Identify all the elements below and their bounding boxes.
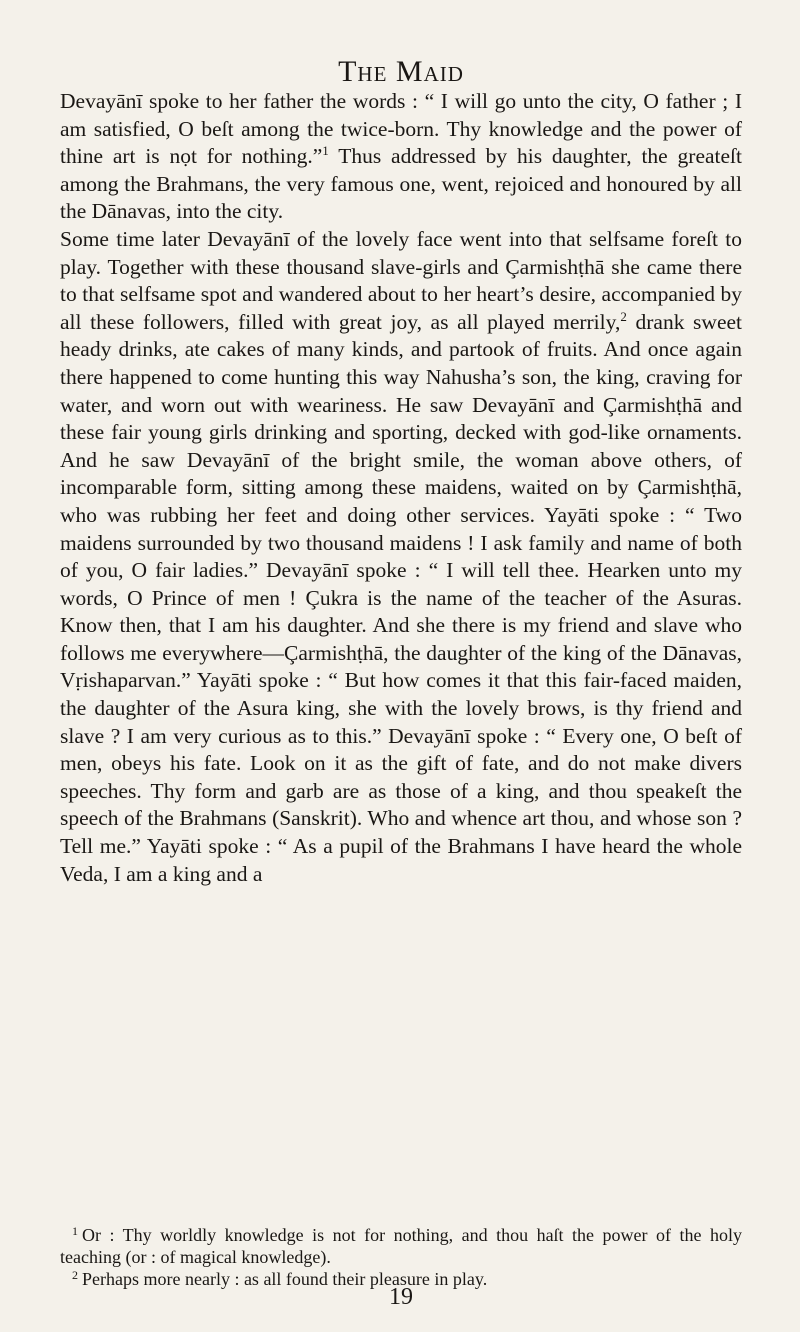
- footnote-text: Perhaps more nearly : as all found their pleasure in play.: [82, 1269, 488, 1289]
- paragraph-text: Thus addressed by his daughter, the greateſt among the Brahmans, the very famous one, went, rejoiced and honoured by all the Dānavas, into the city.: [60, 144, 742, 224]
- footnote-text: Or : Thy worldly knowledge is not for nothing, and thou haſt the power of the holy teaching (or : of magical knowledge).: [60, 1225, 742, 1267]
- footnote-mark: 1: [72, 1224, 78, 1238]
- book-page: [60, 0, 742, 1332]
- paragraph-text: Some time later Devayānī of the lovely face went into that selfsame foreſt to play. Together with these thousand slave-girls and Çarmishṭhā she came there to that selfsame spot and wandered about to her heart’s desire, accompanied by all these followers, filled with great joy, as all played merrily,: [60, 226, 742, 334]
- footnote: [60, 1224, 742, 1268]
- paragraph-text: Devayānī spoke to her father the words : “ I will go unto the city, O father ; I am satisfied, O beſt among the twice-born. Thy knowledge and the power of thine art is nọt for nothing.”: [60, 89, 742, 169]
- footnote-ref: 1: [322, 143, 329, 159]
- footnote-mark: 2: [72, 1268, 78, 1282]
- running-head: The Maid: [338, 55, 464, 88]
- body-text: [60, 88, 742, 888]
- paragraph: [60, 88, 742, 226]
- footnotes: [60, 1224, 742, 1290]
- page-number: 19: [389, 1284, 413, 1310]
- footnote-ref: 2: [620, 308, 627, 324]
- paragraph-text: drank sweet heady drinks, ate cakes of many kinds, and partook of fruits. And once again there happened to come hunting this way Nahusha’s son, the king, craving for water, and worn out with weariness. He saw Devayānī and Çarmishṭhā and these fair young girls drinking and sporting, decked with god-like ornaments. And he saw Devayānī of the bright smile, the woman above others, of incomparable form, sitting among these maidens, waited on by Çarmishṭhā, who was rubbing her feet and doing other services. Yayāti spoke : “ Two maidens surrounded by two thousand maidens ! I ask family and name of both of you, O fair ladies.” Devayānī spoke : “ I will tell thee. Hearken unto my words, O Prince of men ! Çukra is the name of the teacher of the Asuras. Know then, that I am his daughter. And she there is my friend and slave who follows me everywhere—Çarmishṭhā, the daughter of the king of the Dānavas, Vṛishaparvan.” Yayāti spoke : “ But how comes it that this fair-faced maiden, the daughter of the Asura king, she with the lovely brows, is thy friend and slave ? I am very curious as to this.” Devayānī spoke : “ Every one, O beſt of men, obeys his fate. Look on it as the gift of fate, and do not make divers speeches. Thy form and garb are as those of a king, and thou speakeſt the speech of the Brahmans (Sanskrit). Who and whence art thou, and whose son ? Tell me.” Yayāti spoke : “ As a pupil of the Brahmans I have heard the whole Veda, I am a king and a: [60, 309, 743, 886]
- paragraph: [60, 226, 742, 888]
